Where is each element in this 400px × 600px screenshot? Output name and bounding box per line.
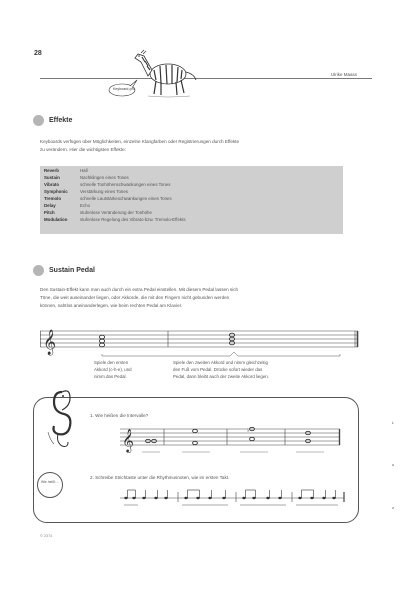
effect-description: Nachklingen eines Tones [80, 175, 129, 180]
effect-description: stufenlose Veränderung der Tonhöhe [80, 210, 152, 215]
section-title-effekte: Effekte [49, 117, 73, 124]
pedal-marking [102, 352, 340, 356]
effect-description: schnelle Lautstärkeschwankungen eines Tones [80, 196, 172, 201]
svg-text:♭: ♭ [247, 428, 250, 434]
page-edge-mark: L [392, 420, 395, 425]
author-name: Ulrike Maass [331, 72, 358, 77]
speech-bubble-text: Keyboard-pro [113, 87, 135, 91]
section-bullet-icon [33, 115, 44, 126]
effect-row [44, 217, 186, 224]
interval-staff [120, 423, 342, 455]
page-number: 28 [34, 50, 42, 57]
rhythm-line [120, 484, 346, 510]
sustain-staff [40, 323, 360, 357]
zebra-mascot-illustration [108, 48, 204, 106]
effect-row [44, 168, 88, 175]
hint-badge [37, 472, 63, 498]
section-bullet-icon [33, 265, 44, 276]
exercise-question-2: 2. Schreibe Strichtaste unter die Rhythmusnoten, wie im ersten Takt. [90, 475, 230, 480]
effect-row [44, 182, 170, 189]
hint-badge-text: Wie heißt ... [40, 480, 60, 484]
clef-character-illustration [40, 384, 80, 454]
sustain-text-line-1: Den Sustain-Effekt kann man auch durch ein extra Pedal einstellen. Mit diesem Pedal lassen sich [40, 287, 239, 292]
section-title-sustain-pedal: Sustain Pedal [49, 267, 95, 274]
effect-row [44, 210, 152, 217]
footer-code: © 2374 [40, 534, 53, 538]
whole-note-chord-1 [99, 335, 104, 347]
effect-term: Pitch [44, 210, 55, 215]
caption-second-chord: Spiele den zweiten Akkord und nimm gleichzeitig den Fuß vom Pedal. Drücke sofort wieder das Pedal, dann bleibt auch der zweite Akkord liegen. [173, 360, 269, 379]
treble-clef-icon: 𝄞 [43, 329, 57, 354]
effect-term: Vibrato [44, 182, 60, 187]
exercise-question-1: 1. Wie heißen die Intervalle? [90, 413, 149, 418]
page-edge-mark: z [392, 505, 394, 510]
effect-description: stufenlose Regelung des Vibrato-bzw. Tremolo-Effekts [80, 217, 186, 222]
effect-term: Sustain [44, 175, 60, 180]
effect-term: Delay [44, 203, 56, 208]
treble-clef-icon: 𝄞 [122, 430, 134, 452]
effect-description: Hall [80, 168, 88, 173]
page-edge-mark: u [392, 462, 395, 467]
sustain-text-line-3: können, nahtlos aneinanderlegen, wie beim rechten Pedal am Klavier. [40, 303, 183, 308]
effect-row [44, 175, 129, 182]
effects-intro-line-2: zu verändern. Hier die wichtigsten Effekte: [40, 147, 126, 152]
effect-description: schnelle Tonhöhenschwankungen eines Tones [80, 182, 171, 187]
effect-row [44, 189, 128, 196]
effect-row [44, 196, 172, 203]
effect-term: Reverb [44, 168, 59, 173]
caption-first-chord: Spiele den ersten Akkord (c-h-e), und nimm das Pedal. [94, 360, 132, 379]
effects-table [40, 166, 343, 234]
effect-term: Symphonic [44, 189, 68, 194]
effect-term: Tremolo [44, 196, 62, 201]
sustain-text-line-2: Töne, die weit auseinander liegen, oder Akkorde, die mit den Fingern nicht gebunden werden [40, 295, 230, 300]
effect-description: Verstärkung eines Tones [80, 189, 129, 194]
effect-description: Echo [80, 203, 91, 208]
effect-row [44, 203, 90, 210]
effects-intro-line-1: Keyboards verfügen über Möglichkeiten, einzelne Klangfarben oder Registrierungen durch Effekte [40, 139, 240, 144]
header-rule [40, 78, 372, 79]
effect-term: Modulation [44, 217, 68, 222]
